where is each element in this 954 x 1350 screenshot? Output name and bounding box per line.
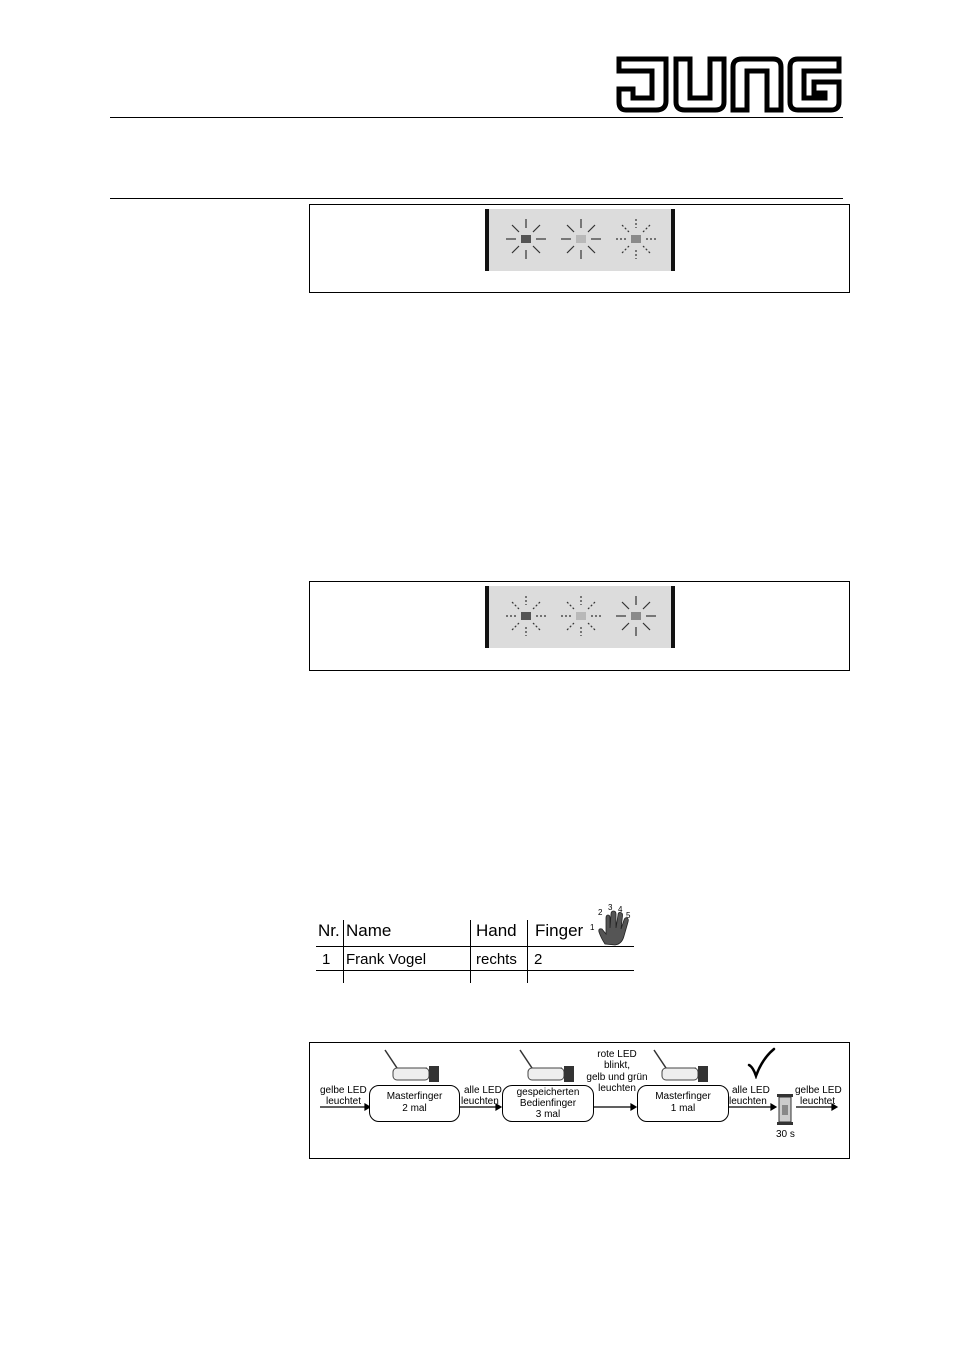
cell-hand: rechts bbox=[476, 951, 517, 968]
step2-line3: 3 mal bbox=[535, 1109, 561, 1120]
checkmark-icon bbox=[746, 1047, 776, 1079]
end-label-line1: gelbe LED bbox=[795, 1085, 842, 1096]
table-row-rule bbox=[316, 970, 634, 971]
between2-line2: blinkt, bbox=[603, 1060, 631, 1071]
procedure-flow-diagram bbox=[309, 1042, 850, 1159]
section-rule bbox=[110, 198, 843, 199]
between1-line2: leuchten bbox=[461, 1096, 499, 1107]
table-header-rule bbox=[316, 946, 634, 947]
green-led-icon bbox=[614, 594, 658, 638]
finger-number-1: 1 bbox=[590, 923, 595, 932]
step2-line2: Bedienfinger bbox=[519, 1098, 577, 1109]
column-header-finger: Finger bbox=[535, 921, 584, 940]
led-panel bbox=[485, 586, 675, 648]
cell-nr: 1 bbox=[322, 951, 331, 968]
pointing-hand-icon bbox=[652, 1048, 714, 1084]
between2-line3: gelb und grün bbox=[586, 1072, 648, 1083]
between2-line1: rote LED bbox=[597, 1049, 637, 1060]
table-col-divider bbox=[470, 920, 471, 983]
finger-number-3: 3 bbox=[608, 903, 613, 912]
led-figure-1 bbox=[309, 204, 850, 293]
led-panel bbox=[485, 209, 675, 271]
column-header-nr: Nr. bbox=[318, 921, 340, 940]
finger-number-2: 2 bbox=[598, 908, 603, 917]
step1-line2: 2 mal bbox=[402, 1103, 427, 1114]
end-label-line2: leuchtet bbox=[800, 1096, 836, 1107]
jung-logo bbox=[616, 56, 842, 114]
column-header-hand: Hand bbox=[476, 921, 517, 940]
pointing-hand-icon bbox=[518, 1048, 580, 1084]
step-box-master-1x bbox=[637, 1085, 729, 1122]
column-header-name: Name bbox=[346, 921, 392, 940]
finger-number-4: 4 bbox=[618, 905, 623, 914]
step-box-master-2x bbox=[369, 1085, 460, 1122]
green-led-icon bbox=[614, 217, 658, 261]
between1-line1: alle LED bbox=[464, 1085, 502, 1096]
hourglass-icon bbox=[775, 1093, 795, 1127]
yellow-led-icon bbox=[559, 594, 603, 638]
red-led-icon bbox=[504, 217, 548, 261]
step-box-operating-finger-3x bbox=[502, 1085, 594, 1122]
header-rule bbox=[110, 117, 843, 118]
between2-line4: leuchten bbox=[598, 1083, 636, 1094]
table-col-divider bbox=[343, 920, 344, 983]
step2-line1: gespeicherten bbox=[516, 1087, 580, 1098]
red-led-icon bbox=[504, 594, 548, 638]
cell-finger: 2 bbox=[534, 951, 543, 968]
pointing-hand-icon bbox=[383, 1048, 445, 1084]
finger-number-5: 5 bbox=[626, 911, 631, 920]
between3-line2: leuchten bbox=[729, 1096, 767, 1107]
start-label-line2: leuchtet bbox=[326, 1096, 362, 1107]
yellow-led-icon bbox=[559, 217, 603, 261]
between3-line1: alle LED bbox=[732, 1085, 770, 1096]
finger-table bbox=[316, 900, 636, 984]
step3-line1: Masterfinger bbox=[655, 1091, 711, 1102]
step3-line2: 1 mal bbox=[670, 1103, 696, 1114]
timer-label: 30 s bbox=[776, 1129, 795, 1140]
start-label-line1: gelbe LED bbox=[320, 1085, 367, 1096]
led-figure-2 bbox=[309, 581, 850, 671]
step1-line1: Masterfinger bbox=[386, 1091, 443, 1102]
table-col-divider bbox=[527, 920, 528, 983]
cell-name: Frank Vogel bbox=[346, 951, 427, 968]
